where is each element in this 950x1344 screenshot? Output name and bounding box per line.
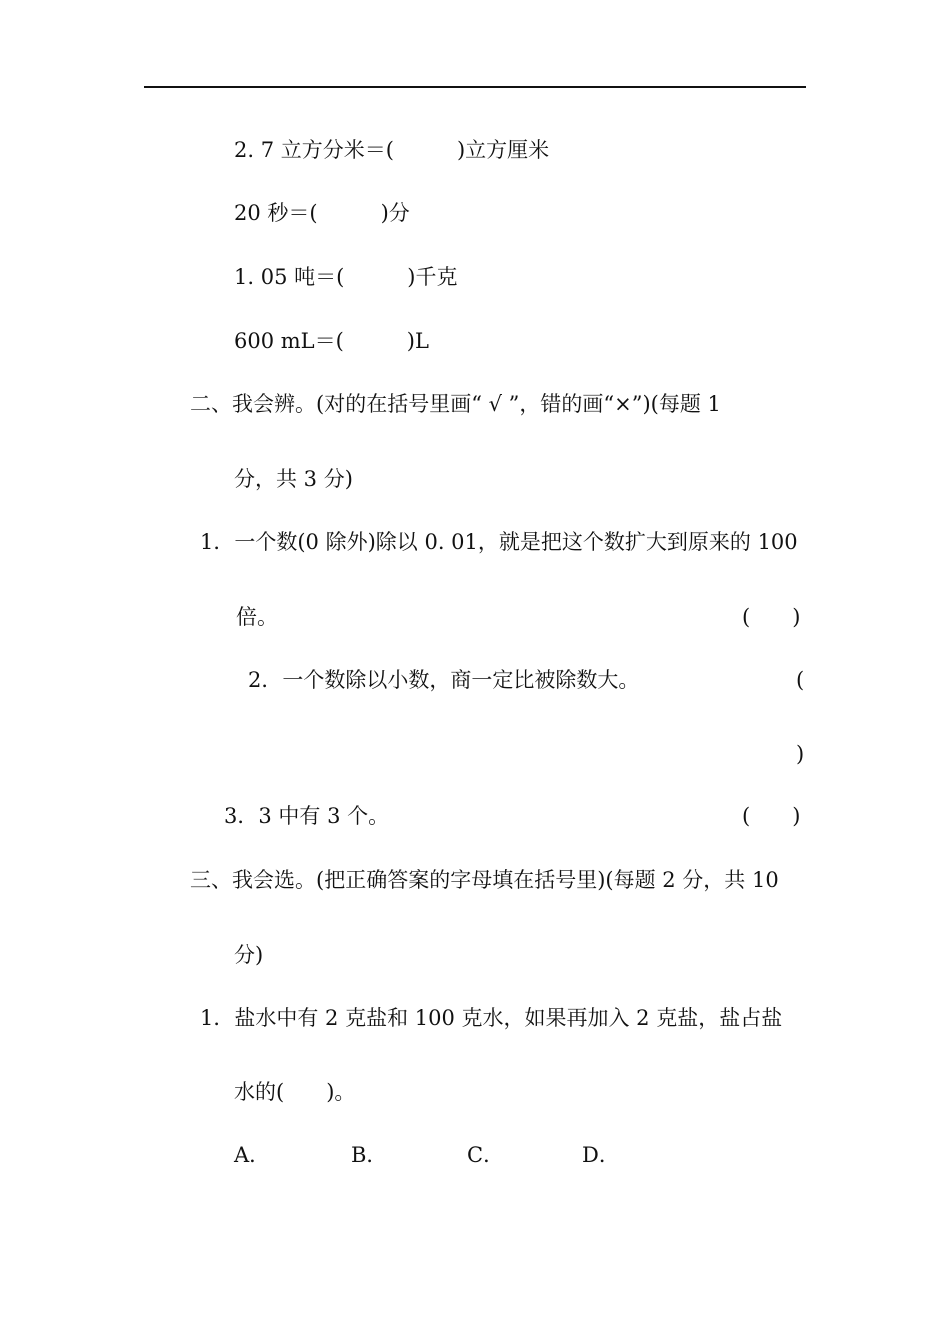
- conversion-volume: 2. 7 立方分米＝( )立方厘米: [234, 138, 550, 162]
- conversion-capacity: 600 mL＝( )L: [234, 329, 429, 353]
- section2-question-1-cont: 倍。: [236, 605, 278, 629]
- section3-heading: 三、我会选。(把正确答案的字母填在括号里)(每题 2 分，共 10: [190, 868, 779, 892]
- option-d[interactable]: D．: [582, 1143, 620, 1167]
- answer-blank-1[interactable]: ( ): [742, 605, 801, 629]
- option-b[interactable]: B．: [351, 1143, 388, 1167]
- section2-question-2: 2．一个数除以小数，商一定比被除数大。: [248, 668, 640, 692]
- answer-blank-2-close[interactable]: ): [796, 742, 805, 766]
- conversion-time: 20 秒＝( )分: [234, 201, 410, 225]
- option-a[interactable]: A．: [234, 1143, 271, 1167]
- section2-question-3: 3．3 中有 3 个。: [224, 804, 390, 828]
- section3-heading-cont: 分): [234, 943, 264, 967]
- option-c[interactable]: C．: [467, 1143, 505, 1167]
- section3-question-1: 1．盐水中有 2 克盐和 100 克水，如果再加入 2 克盐，盐占盐: [200, 1006, 783, 1030]
- answer-blank-2-open[interactable]: (: [796, 668, 805, 692]
- conversion-mass: 1. 05 吨＝( )千克: [234, 265, 458, 289]
- section2-heading: 二、我会辨。(对的在括号里画“ √ ”，错的画“×”)(每题 1: [190, 392, 721, 416]
- header-rule: [144, 86, 806, 88]
- answer-blank-3[interactable]: ( ): [742, 804, 801, 828]
- section2-question-1: 1．一个数(0 除外)除以 0. 01，就是把这个数扩大到原来的 100: [200, 530, 798, 554]
- section2-heading-cont: 分，共 3 分): [234, 467, 353, 491]
- section3-question-1-cont: 水的( )。: [234, 1080, 356, 1104]
